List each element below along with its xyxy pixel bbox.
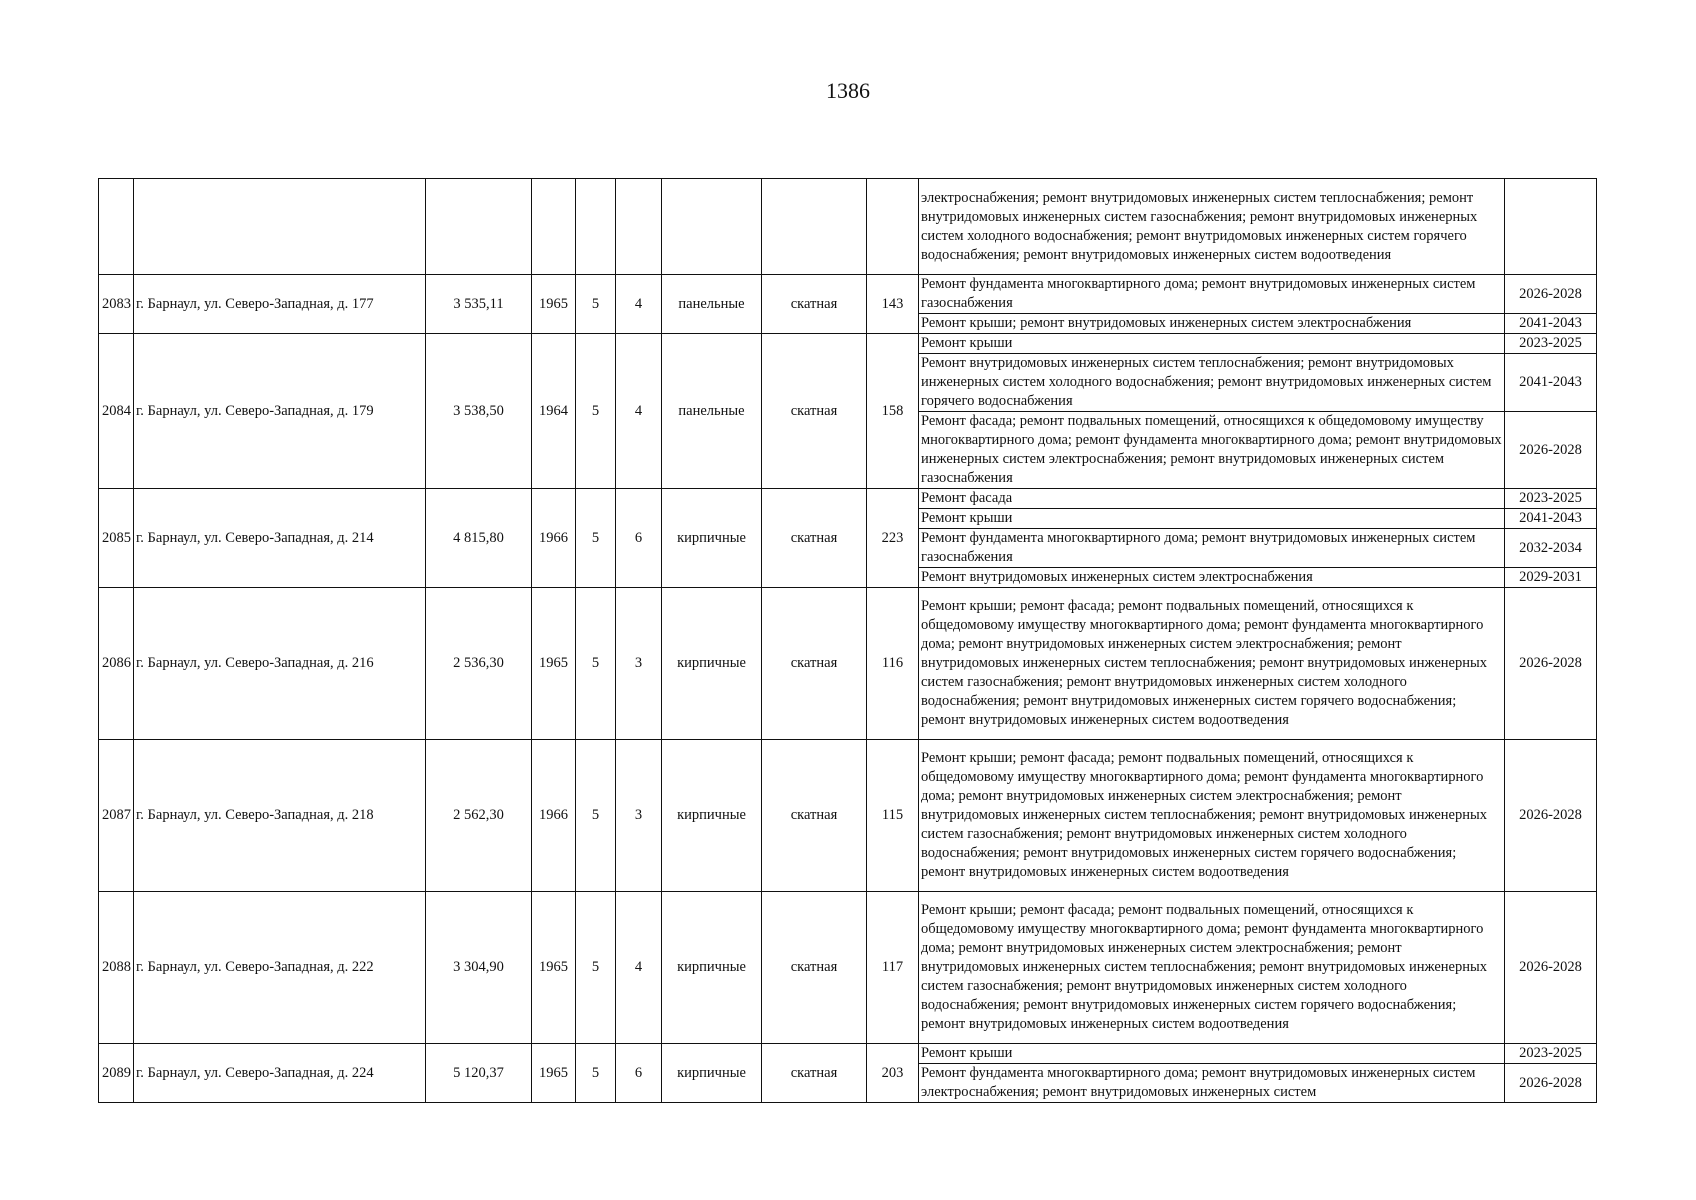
roof-type-cell: скатная [762,275,867,334]
works-cell: Ремонт крыши; ремонт фасада; ремонт подвальных помещений, относящихся к общедомовому имуществу многоквартирного дома; ремонт фундамента многоквартирного дома; ремонт внутридомовых инженерных систем электроснабжения; ремонт внутридомовых инженерных систем теплоснабжения; ремонт внутридомовых инженерных систем газоснабжения; ремонт внутридомовых инженерных систем холодного водоснабжения; ремонт внутридомовых инженерных систем горячего водоснабжения; ремонт внутридомовых инженерных систем водоотведения [919,740,1505,892]
entrances-cell: 6 [616,1044,662,1103]
address-cell: г. Барнаул, ул. Северо-Западная, д. 177 [134,275,426,334]
period-cell: 2041-2043 [1505,509,1597,529]
year-cell: 1965 [532,892,576,1044]
roof-type-cell: скатная [762,334,867,489]
year-cell: 1964 [532,334,576,489]
year-cell: 1965 [532,275,576,334]
period-cell: 2026-2028 [1505,275,1597,314]
period-cell: 2026-2028 [1505,740,1597,892]
residents-cell: 116 [867,588,919,740]
empty-cell [426,179,532,275]
year-cell: 1966 [532,740,576,892]
floors-cell: 5 [576,1044,616,1103]
row-number: 2085 [99,489,134,588]
works-cell: Ремонт крыши [919,509,1505,529]
area-cell: 2 536,30 [426,588,532,740]
area-cell: 3 538,50 [426,334,532,489]
wall-material-cell: кирпичные [662,1044,762,1103]
works-cell: Ремонт фундамента многоквартирного дома; ремонт внутридомовых инженерных систем газоснабжения [919,529,1505,568]
roof-type-cell: скатная [762,1044,867,1103]
floors-cell: 5 [576,588,616,740]
period-cell: 2032-2034 [1505,529,1597,568]
area-cell: 5 120,37 [426,1044,532,1103]
empty-cell [867,179,919,275]
table-row [99,740,1597,892]
entrances-cell: 6 [616,489,662,588]
empty-cell [1505,179,1597,275]
period-cell: 2029-2031 [1505,568,1597,588]
table-row [99,1044,1597,1064]
empty-cell [99,179,134,275]
wall-material-cell: кирпичные [662,892,762,1044]
row-number: 2087 [99,740,134,892]
entrances-cell: 4 [616,275,662,334]
table-row [99,892,1597,1044]
wall-material-cell: панельные [662,334,762,489]
works-cell: Ремонт фасада [919,489,1505,509]
roof-type-cell: скатная [762,740,867,892]
area-cell: 4 815,80 [426,489,532,588]
floors-cell: 5 [576,334,616,489]
works-cell: Ремонт крыши; ремонт фасада; ремонт подвальных помещений, относящихся к общедомовому имуществу многоквартирного дома; ремонт фундамента многоквартирного дома; ремонт внутридомовых инженерных систем электроснабжения; ремонт внутридомовых инженерных систем теплоснабжения; ремонт внутридомовых инженерных систем газоснабжения; ремонт внутридомовых инженерных систем холодного водоснабжения; ремонт внутридомовых инженерных систем горячего водоснабжения; ремонт внутридомовых инженерных систем водоотведения [919,588,1505,740]
empty-cell [134,179,426,275]
continuation-row [99,179,1597,275]
works-cell: Ремонт внутридомовых инженерных систем теплоснабжения; ремонт внутридомовых инженерных систем холодного водоснабжения; ремонт внутридомовых инженерных систем горячего водоснабжения [919,354,1505,412]
empty-cell [762,179,867,275]
empty-cell [532,179,576,275]
works-cell: Ремонт фундамента многоквартирного дома; ремонт внутридомовых инженерных систем газоснабжения [919,275,1505,314]
period-cell: 2026-2028 [1505,588,1597,740]
residents-cell: 158 [867,334,919,489]
residents-cell: 223 [867,489,919,588]
row-number: 2089 [99,1044,134,1103]
area-cell: 2 562,30 [426,740,532,892]
works-cell: Ремонт фасада; ремонт подвальных помещений, относящихся к общедомовому имуществу многоквартирного дома; ремонт фундамента многоквартирного дома; ремонт внутридомовых инженерных систем электроснабжения; ремонт внутридомовых инженерных систем газоснабжения [919,412,1505,489]
period-cell: 2023-2025 [1505,334,1597,354]
works-cell: Ремонт фундамента многоквартирного дома; ремонт внутридомовых инженерных систем электроснабжения; ремонт внутридомовых инженерных систем [919,1064,1505,1103]
works-cell: Ремонт крыши [919,334,1505,354]
wall-material-cell: кирпичные [662,740,762,892]
works-cell: Ремонт крыши; ремонт внутридомовых инженерных систем электроснабжения [919,314,1505,334]
empty-cell [662,179,762,275]
table-row [99,588,1597,740]
table-row [99,334,1597,354]
roof-type-cell: скатная [762,588,867,740]
period-cell: 2041-2043 [1505,354,1597,412]
floors-cell: 5 [576,275,616,334]
period-cell: 2026-2028 [1505,892,1597,1044]
address-cell: г. Барнаул, ул. Северо-Западная, д. 214 [134,489,426,588]
works-cell: электроснабжения; ремонт внутридомовых инженерных систем теплоснабжения; ремонт внутридомовых инженерных систем газоснабжения; ремонт внутридомовых инженерных систем холодного водоснабжения; ремонт внутридомовых инженерных систем горячего водоснабжения; ремонт внутридомовых инженерных систем водоотведения [919,179,1505,275]
wall-material-cell: панельные [662,275,762,334]
row-number: 2084 [99,334,134,489]
page-number: 1386 [826,78,870,103]
period-cell: 2026-2028 [1505,1064,1597,1103]
roof-type-cell: скатная [762,489,867,588]
entrances-cell: 4 [616,334,662,489]
roof-type-cell: скатная [762,892,867,1044]
residents-cell: 115 [867,740,919,892]
period-cell: 2026-2028 [1505,412,1597,489]
address-cell: г. Барнаул, ул. Северо-Западная, д. 218 [134,740,426,892]
floors-cell: 5 [576,740,616,892]
works-cell: Ремонт крыши; ремонт фасада; ремонт подвальных помещений, относящихся к общедомовому имуществу многоквартирного дома; ремонт фундамента многоквартирного дома; ремонт внутридомовых инженерных систем электроснабжения; ремонт внутридомовых инженерных систем теплоснабжения; ремонт внутридомовых инженерных систем газоснабжения; ремонт внутридомовых инженерных систем холодного водоснабжения; ремонт внутридомовых инженерных систем горячего водоснабжения; ремонт внутридомовых инженерных систем водоотведения [919,892,1505,1044]
entrances-cell: 4 [616,892,662,1044]
year-cell: 1966 [532,489,576,588]
housing-repair-table [98,178,1597,1103]
address-cell: г. Барнаул, ул. Северо-Западная, д. 224 [134,1044,426,1103]
area-cell: 3 304,90 [426,892,532,1044]
table-row [99,275,1597,314]
address-cell: г. Барнаул, ул. Северо-Западная, д. 216 [134,588,426,740]
row-number: 2086 [99,588,134,740]
works-cell: Ремонт внутридомовых инженерных систем электроснабжения [919,568,1505,588]
period-cell: 2041-2043 [1505,314,1597,334]
address-cell: г. Барнаул, ул. Северо-Западная, д. 179 [134,334,426,489]
period-cell: 2023-2025 [1505,489,1597,509]
row-number: 2083 [99,275,134,334]
address-cell: г. Барнаул, ул. Северо-Западная, д. 222 [134,892,426,1044]
row-number: 2088 [99,892,134,1044]
empty-cell [576,179,616,275]
year-cell: 1965 [532,588,576,740]
residents-cell: 143 [867,275,919,334]
floors-cell: 5 [576,489,616,588]
residents-cell: 203 [867,1044,919,1103]
entrances-cell: 3 [616,588,662,740]
wall-material-cell: кирпичные [662,489,762,588]
floors-cell: 5 [576,892,616,1044]
wall-material-cell: кирпичные [662,588,762,740]
works-cell: Ремонт крыши [919,1044,1505,1064]
table-row [99,489,1597,509]
empty-cell [616,179,662,275]
residents-cell: 117 [867,892,919,1044]
area-cell: 3 535,11 [426,275,532,334]
year-cell: 1965 [532,1044,576,1103]
table-body [99,179,1597,1103]
entrances-cell: 3 [616,740,662,892]
period-cell: 2023-2025 [1505,1044,1597,1064]
